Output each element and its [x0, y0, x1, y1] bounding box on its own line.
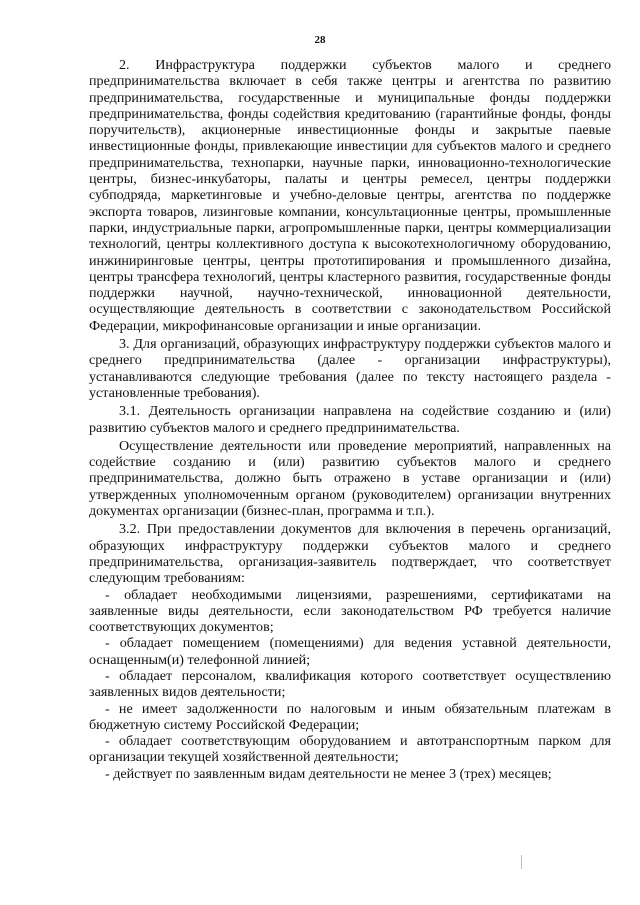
scan-mark [521, 855, 522, 869]
paragraph-2-infrastructure: 2. Инфраструктура поддержки субъектов малого и среднего предпринимательства включает в себя также центры и агентства по развитию предпринимательства, государственные и муниципальные фонды поддержки предпринимательства, фонды содействия кредитованию (гарантийные фонды, фонды поручительств), акционерные инвестиционные фонды и закрытые паевые инвестиционные фонды, привлекающие инвестиции для субъектов малого и среднего предпринимательства, технопарки, научные парки, инновационно-технологические центры, бизнес-инкубаторы, палаты и центры ремесел, центры поддержки субподряда, маркетинговые и учебно-деловые центры, агентства по поддержке экспорта товаров, лизинговые компании, консультационные центры, промышленные парки, индустриальные парки, агропромышленные парки, центры коммерциализации технологий, центры коллективного доступа к высокотехнологичному оборудованию, инжиниринговые центры, центры прототипирования и промышленного дизайна, центры трансфера технологий, центры кластерного развития, государственные фонды поддержки научной, научно-технической, инновационной деятельности, осуществляющие деятельность в соответствии с законодательством Российской Федерации, микрофинансовые организации и иные организации. [89, 57, 611, 334]
list-item-premises: - обладает помещением (помещениями) для ведения уставной деятельности, оснащенным(и) телефонной линией; [89, 635, 611, 668]
paragraph-activity-charter: Осуществление деятельности или проведение мероприятий, направленных на содействие созданию и (или) развитию субъектов малого и среднего предпринимательства, должно быть отражено в уставе организации и (или) утвержденных уполномоченным органом (руководителем) организации внутренних документах организации (бизнес-план, программа и т.п.). [89, 437, 611, 520]
document-body [89, 57, 611, 782]
list-item-no-debt: - не имеет задолженности по налоговым и иным обязательным платежам в бюджетную систему Российской Федерации; [89, 700, 611, 733]
list-item-licenses: - обладает необходимыми лицензиями, разрешениями, сертификатами на заявленные виды деятельности, если законодательством РФ требуется наличие соответствующих документов; [89, 586, 611, 636]
paragraph-3-requirements: 3. Для организаций, образующих инфраструктуру поддержки субъектов малого и среднего предпринимательства (далее - организации инфраструктуры), устанавливаются следующие требования (далее по тексту настоящего раздела - установленные требования). [89, 336, 611, 401]
paragraph-3-2-documents: 3.2. При предоставлении документов для включения в перечень организаций, образующих инфраструктуру поддержки субъектов малого и среднего предпринимательства, организация-заявитель подтверждает, что соответствует следующим требованиям: [89, 521, 611, 587]
list-item-personnel: - обладает персоналом, квалификация которого соответствует осуществлению заявленных видов деятельности; [89, 667, 611, 701]
list-item-duration: - действует по заявленным видам деятельности не менее 3 (трех) месяцев; [105, 765, 552, 782]
list-item-equipment: - обладает соответствующим оборудованием и автотранспортным парком для организации текущей хозяйственной деятельности; [89, 733, 611, 766]
paragraph-3-1-activity: 3.1. Деятельность организации направлена на содействие созданию и (или) развитию субъектов малого и среднего предпринимательства. [89, 403, 611, 436]
page-number: 28 [314, 34, 326, 46]
